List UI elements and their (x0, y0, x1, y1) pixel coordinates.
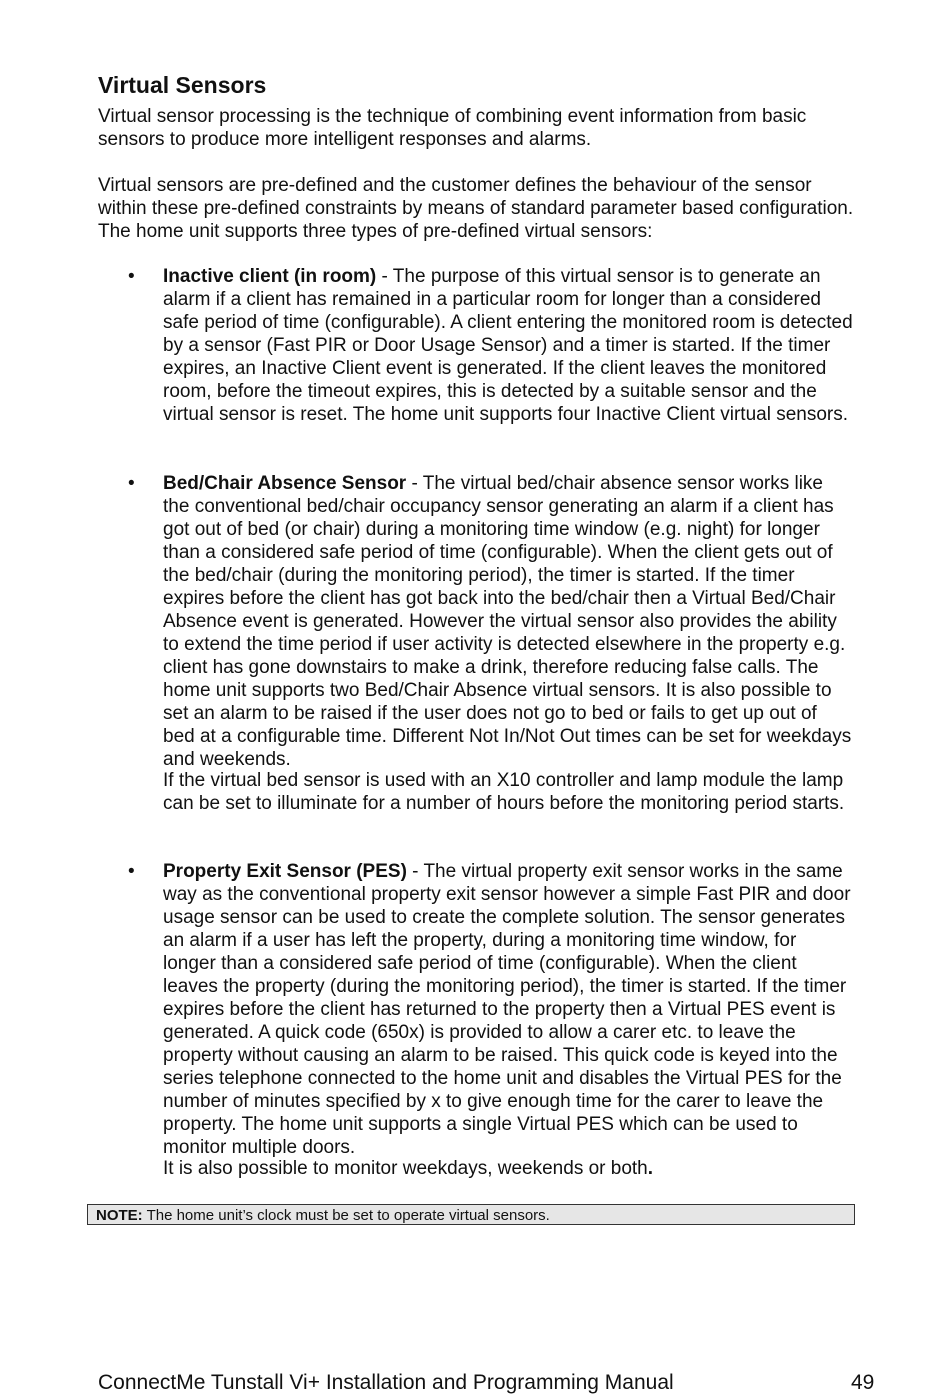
property-exit-term: Property Exit Sensor (PES) (163, 861, 407, 882)
bullet-icon: • (128, 861, 135, 882)
note-box (87, 1204, 855, 1225)
definition-paragraph: Virtual sensors are pre-defined and the customer defines the behaviour of the sensor within these pre-defined constraints by means of standard parameter based configuration. The home unit supports three types of pre-defined virtual sensors: (98, 175, 854, 242)
bed-chair-absence-term: Bed/Chair Absence Sensor (163, 473, 407, 494)
bullet-icon: • (128, 473, 135, 494)
section-title: Virtual Sensors (98, 72, 267, 98)
page-number: 49 (851, 1371, 875, 1394)
note-text: The home unit’s clock must be set to operate virtual sensors. (142, 1207, 550, 1224)
bed-chair-absence-text: - The virtual bed/chair absence sensor works like the conventional bed/chair occupancy sensor generating an alarm if a client has got out of bed (or chair) during a monitoring time window (e.g. night) for longer than a considered safe period of time (configurable). When the client gets out of the bed/chair (during the monitoring period), the timer is started. If the timer expires before the client has got back into the bed/chair then a Virtual Bed/Chair Absence event is generated. However the virtual sensor also provides the ability to extend the time period if user activity is detected elsewhere in the property e.g. client has gone downstairs to make a drink, therefore reducing false calls. The home unit supports two Bed/Chair Absence virtual sensors. It is also possible to set an alarm to be raised if the user does not go to bed or fails to get up out of bed at a configurable time. Different Not In/Not Out times can be set for weekdays and weekends. (163, 473, 852, 770)
note-label: NOTE: (96, 1207, 143, 1224)
intro-paragraph: Virtual sensor processing is the technique of combining event information from basic sensors to produce more intelligent responses and alarms. (98, 106, 807, 150)
inactive-client-text: - The purpose of this virtual sensor is to generate an alarm if a client has remained in a particular room for longer than a considered safe period of time (configurable). A client entering the monitored room is detected by a sensor (Fast PIR or Door Usage Sensor) and a timer is started. If the timer expires, an Inactive Client event is generated. If the client leaves the monitored room, before the timeout expires, this is detected by a suitable sensor and the virtual sensor is reset. The home unit supports four Inactive Client virtual sensors. (163, 266, 853, 425)
bed-chair-absence-description (163, 472, 853, 771)
inactive-client-description (163, 265, 853, 426)
property-exit-description (163, 860, 853, 1159)
inactive-client-term: Inactive client (in room) (163, 266, 377, 287)
bullet-icon: • (128, 266, 135, 287)
property-exit-extra-end: . (647, 1158, 654, 1179)
property-exit-extra (163, 1157, 853, 1180)
property-exit-text: - The virtual property exit sensor works in the same way as the conventional property exit sensor however a simple Fast PIR and door usage sensor can be used to create the complete solution. The sensor generates an alarm if a user has left the property, during a monitoring time window, for longer than a considered safe period of time (configurable). When the client leaves the property (during the monitoring period), the timer is started. If the timer expires before the client has returned to the property then a Virtual PES event is generated. A quick code (650x) is provided to allow a carer etc. to leave the property without causing an alarm to be raised. This quick code is keyed into the series telephone connected to the home unit and disables the Virtual PES for the number of minutes specified by x to give enough time for the carer to leave the property. The home unit supports a single Virtual PES which can be used to monitor multiple doors. (163, 861, 851, 1158)
bed-chair-absence-extra: If the virtual bed sensor is used with an X10 controller and lamp module the lamp can be set to illuminate for a number of hours before the monitoring period starts. (163, 770, 845, 814)
property-exit-extra-text: It is also possible to monitor weekdays, weekends or both (163, 1158, 648, 1179)
footer-title: ConnectMe Tunstall Vi+ Installation and Programming Manual (98, 1371, 674, 1394)
